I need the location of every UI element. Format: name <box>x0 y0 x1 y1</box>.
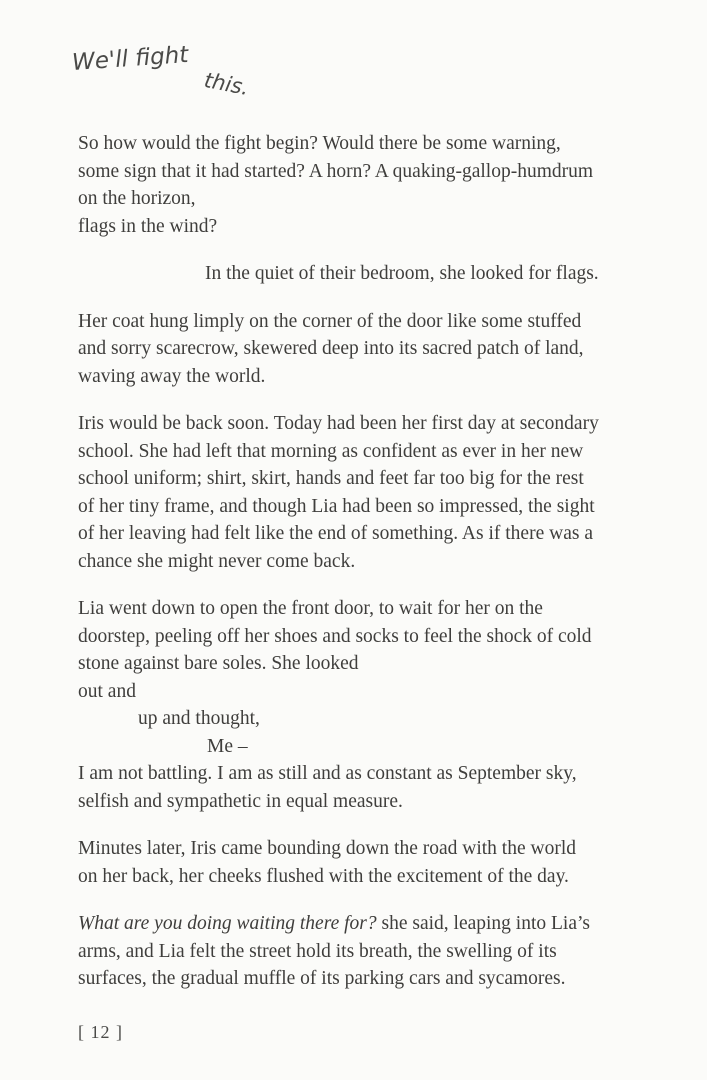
text-segment: out and <box>78 680 136 702</box>
text-line <box>78 130 663 158</box>
italic-text-segment: What are you doing waiting there for? <box>78 913 377 934</box>
text-segment: Her coat hung limply on the corner of the door like some stuffed <box>78 310 582 332</box>
text-segment: on her back, her cheeks flushed with the excitement of the day. <box>78 865 569 887</box>
text-line <box>78 623 663 651</box>
text-line <box>78 835 663 863</box>
text-segment: of her leaving had felt like the end of something. As if there was a <box>78 523 593 544</box>
paragraph <box>78 260 663 288</box>
handwritten-annotation-line1: We'll fight <box>71 41 190 77</box>
text-segment: stone against bare soles. She looked <box>78 653 359 674</box>
text-segment: So how would the fight begin? Would there be some warning, <box>78 133 561 154</box>
text-line <box>78 465 663 493</box>
text-line <box>78 788 663 816</box>
text-segment: chance she might never come back. <box>78 550 356 572</box>
text-segment: and sorry scarecrow, skewered deep into its sacred patch of land, <box>78 338 584 359</box>
text-line <box>207 733 663 761</box>
text-segment: Iris would be back soon. Today had been her first day at secondary <box>78 413 599 434</box>
text-line <box>78 938 663 966</box>
text-segment: she said, leaping into Lia’s <box>376 913 591 934</box>
page-text <box>78 130 663 1013</box>
text-line <box>78 335 663 363</box>
text-segment: selfish and sympathetic in equal measure. <box>78 790 403 812</box>
text-line <box>78 410 663 438</box>
text-line <box>205 260 663 288</box>
text-line <box>78 678 663 706</box>
text-line <box>138 705 663 733</box>
paragraph <box>78 910 663 993</box>
text-line <box>78 308 663 336</box>
text-line <box>78 213 663 241</box>
text-segment: of her tiny frame, and though Lia had been so impressed, the sight <box>78 495 595 517</box>
text-line <box>78 650 663 678</box>
text-line <box>78 185 663 213</box>
text-line <box>78 863 663 891</box>
text-line <box>78 520 663 548</box>
paragraph <box>78 835 663 890</box>
page-number: [ 12 ] <box>78 1022 123 1042</box>
text-segment: flags in the wind? <box>78 215 218 237</box>
paragraph <box>78 595 663 815</box>
text-line <box>78 363 663 391</box>
text-line <box>78 548 663 576</box>
text-line <box>78 595 663 623</box>
text-segment: arms, and Lia felt the street hold its breath, the swelling of its <box>78 940 557 962</box>
text-line <box>78 438 663 466</box>
text-segment: some sign that it had started? A horn? A quaking-gallop-humdrum <box>78 160 594 182</box>
text-segment: I am not battling. I am as still and as constant as September sky, <box>78 763 577 784</box>
text-line <box>78 760 663 788</box>
text-line <box>78 493 663 521</box>
text-segment: up and thought, <box>138 708 260 729</box>
text-line <box>78 910 663 938</box>
text-line <box>78 965 663 993</box>
text-segment: doorstep, peeling off her shoes and socks to feel the shock of cold <box>78 625 592 647</box>
text-line <box>78 158 663 186</box>
paragraph <box>78 130 663 240</box>
text-segment: surfaces, the gradual muffle of its parking cars and sycamores. <box>78 968 566 989</box>
text-segment: In the quiet of their bedroom, she looked for flags. <box>205 263 599 284</box>
text-segment: Lia went down to open the front door, to wait for her on the <box>78 598 543 619</box>
text-segment: on the horizon, <box>78 188 196 209</box>
text-segment: Me – <box>207 735 248 757</box>
paragraph <box>78 410 663 575</box>
text-segment: Minutes later, Iris came bounding down the road with the world <box>78 838 576 859</box>
text-segment: waving away the world. <box>78 365 266 387</box>
paragraph <box>78 308 663 391</box>
text-segment: school uniform; shirt, skirt, hands and feet far too big for the rest <box>78 468 584 489</box>
text-segment: school. She had left that morning as confident as ever in her new <box>78 440 584 462</box>
handwritten-annotation-line2: this. <box>202 67 251 101</box>
